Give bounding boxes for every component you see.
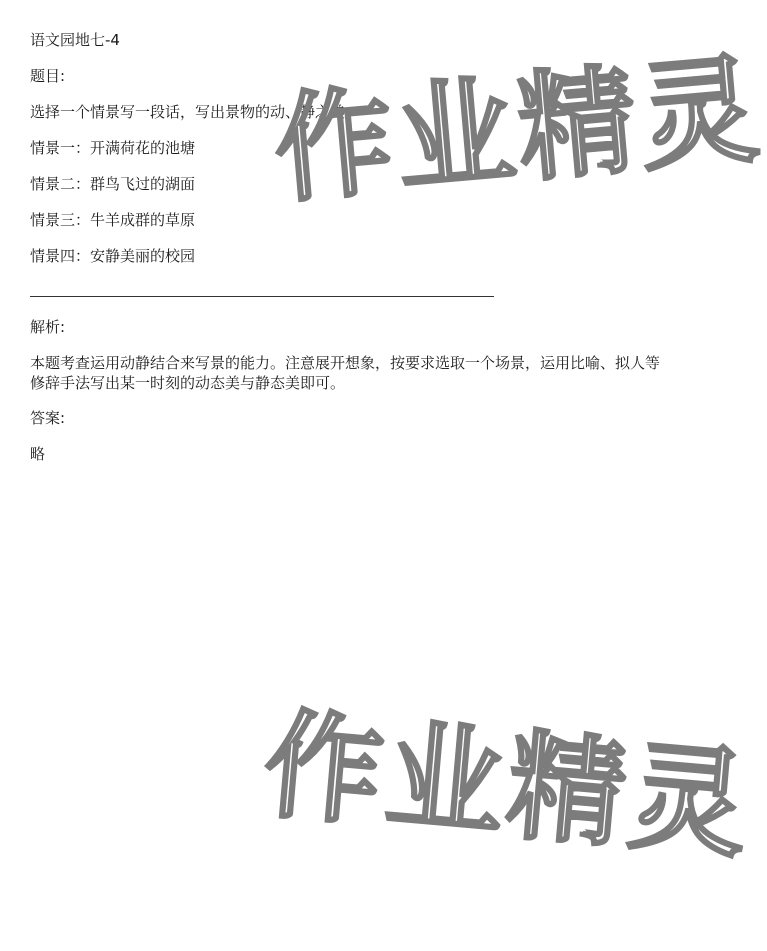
page-title: 语文园地七-4 [30, 31, 120, 49]
answer-label: 答案: [30, 409, 66, 427]
scenario-item-3: 情景三：牛羊成群的草原 [30, 211, 196, 229]
watermark-top: 作业精灵 [269, 39, 767, 220]
answer-text: 略 [30, 445, 46, 463]
watermark-bottom: 作业精灵 [258, 695, 758, 876]
scenario-item-2: 情景二：群鸟飞过的湖面 [30, 175, 196, 193]
analysis-text: 本题考查运用动静结合来写景的能力。注意展开想象，按要求选取一个场景，运用比喻、拟人等修辞手法写出某一时刻的动态美与静态美即可。 [30, 354, 661, 392]
section-divider [30, 296, 494, 297]
analysis-label: 解析: [30, 318, 66, 336]
scenario-item-4: 情景四：安静美丽的校园 [30, 247, 196, 265]
question-label: 题目: [30, 67, 66, 85]
scenario-item-1: 情景一：开满荷花的池塘 [30, 139, 196, 157]
question-prompt: 选择一个情景写一段话，写出景物的动、静之美。 [30, 103, 361, 121]
